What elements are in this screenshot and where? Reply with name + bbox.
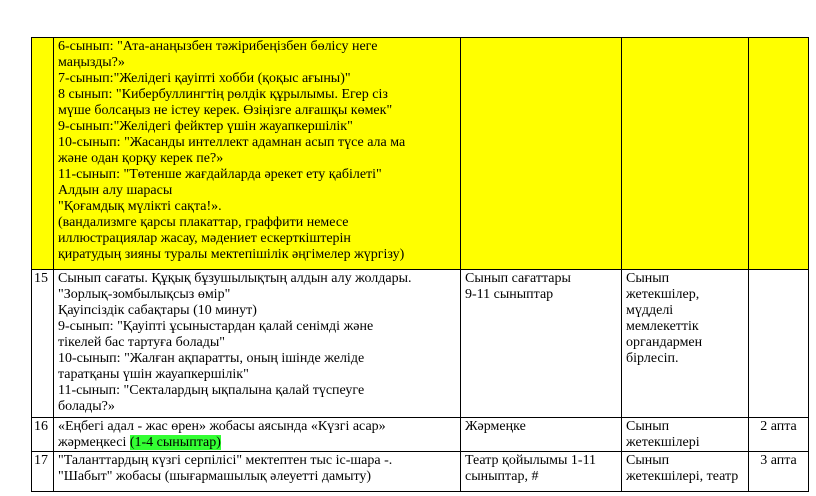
text-line: Қауіпсіздік сабақтары (10 минут) <box>58 303 257 318</box>
text-line: Сынып сағаттары <box>465 271 571 286</box>
row-number <box>32 38 54 270</box>
table-row <box>32 38 809 270</box>
text-line: мүдделі <box>626 303 674 318</box>
text-line: 8 сынып: "Кибербуллингтің рөлдік құрылымы. Егер сіз <box>58 87 388 102</box>
form-cell <box>461 452 622 492</box>
text-line: "Зорлық-зомбылықсыз өмір" <box>58 287 231 302</box>
text-line: 10-сынып: "Жасанды интеллект адамнан асып түсе ала ма <box>58 135 406 150</box>
table-row <box>32 270 809 418</box>
text-line: жетекшілері, театр <box>626 469 739 484</box>
text-line: Жәрмеңке <box>465 419 526 434</box>
text-line: Сынып сағаты. Құқық бұзушылықтың алдын алу жолдары. <box>58 271 412 286</box>
time-cell: 2 апта <box>749 418 809 452</box>
form-cell <box>461 270 622 418</box>
time-cell: 3 апта <box>749 452 809 492</box>
description-cell <box>54 38 461 270</box>
description-cell <box>54 418 461 452</box>
row-number: 17 <box>32 452 54 492</box>
text-line: болады?» <box>58 399 115 414</box>
text-line: Алдын алу шарасы <box>58 183 173 198</box>
text-line: маңызды?» <box>58 55 125 70</box>
text-line: "Таланттардың күзгі серпілісі" мектептен тыс іс-шара -. <box>58 453 393 468</box>
row-number: 16 <box>32 418 54 452</box>
text-line: 10-сынып: "Жалған ақпаратты, оның ішінде желіде <box>58 351 365 366</box>
text-line: иллюстрациялар жасау, мәдениет ескерткіштерін <box>58 231 351 246</box>
text-line: Сынып <box>626 271 670 286</box>
text-line: 6-сынып: "Ата-анаңызбен тәжірибеңізбен бөлісу неге <box>58 39 378 54</box>
table-row <box>32 418 809 452</box>
text-line: Сынып <box>626 419 670 434</box>
description-line: «Еңбегі адал - жас өрен» жобасы аясында «Күзгі асар» <box>58 419 386 434</box>
text-line: мемлекеттік <box>626 319 699 334</box>
text-line: 11-сынып: "Төтенше жағдайларда әрекет ету қабілеті" <box>58 167 382 182</box>
plan-table <box>31 37 809 492</box>
description-text: жәрмеңкесі <box>58 435 130 450</box>
text-line: мүше болсаңыз не істеу керек. Өзіңізге алғашқы көмек" <box>58 103 393 118</box>
text-line: "Қоғамдық мүлікті сақта!». <box>58 199 222 214</box>
table-row <box>32 452 809 492</box>
text-line: 9-сынып: "Қауіпті ұсыныстардан қалай сенімді және <box>58 319 374 334</box>
description-cell <box>54 452 461 492</box>
text-line: бірлесіп. <box>626 351 679 366</box>
text-line: тікелей бас тартуға болады" <box>58 335 226 350</box>
text-line: 11-сынып: "Секталардың ықпалына қалай түспеуге <box>58 383 365 398</box>
description-line <box>58 435 456 451</box>
text-line: жетекшілер, <box>626 287 700 302</box>
text-line: жетекшілері <box>626 435 700 450</box>
responsible-cell <box>622 38 749 270</box>
form-cell <box>461 418 622 452</box>
text-line: Сынып <box>626 453 670 468</box>
text-line: және одан қорқу керек пе?» <box>58 151 224 166</box>
responsible-cell <box>622 452 749 492</box>
text-line: қиратудың зияны туралы мектепішілік әңгімелер жүргізу) <box>58 247 405 262</box>
text-line: Театр қойылымы 1-11 <box>465 453 597 468</box>
text-line: таратқаны үшін жауапкершілік" <box>58 367 249 382</box>
description-cell <box>54 270 461 418</box>
form-cell <box>461 38 622 270</box>
row-number: 15 <box>32 270 54 418</box>
text-line: (вандализмге қарсы плакаттар, граффити немесе <box>58 215 349 230</box>
text-line: органдармен <box>626 335 703 350</box>
text-line: 9-сынып:"Желідегі фейктер үшін жауапкершілік" <box>58 119 353 134</box>
grade-highlight: (1-4 сыныптар) <box>129 435 221 450</box>
text-line: 7-сынып:"Желідегі қауіпті хобби (қоқыс ағыны)" <box>58 71 351 86</box>
time-cell <box>749 270 809 418</box>
text-line: "Шабыт" жобасы (шығармашылық әлеуетті дамыту) <box>58 469 372 484</box>
time-cell <box>749 38 809 270</box>
text-line: 9-11 сыныптар <box>465 287 554 302</box>
responsible-cell <box>622 270 749 418</box>
text-line: сыныптар, # <box>465 469 539 484</box>
responsible-cell <box>622 418 749 452</box>
